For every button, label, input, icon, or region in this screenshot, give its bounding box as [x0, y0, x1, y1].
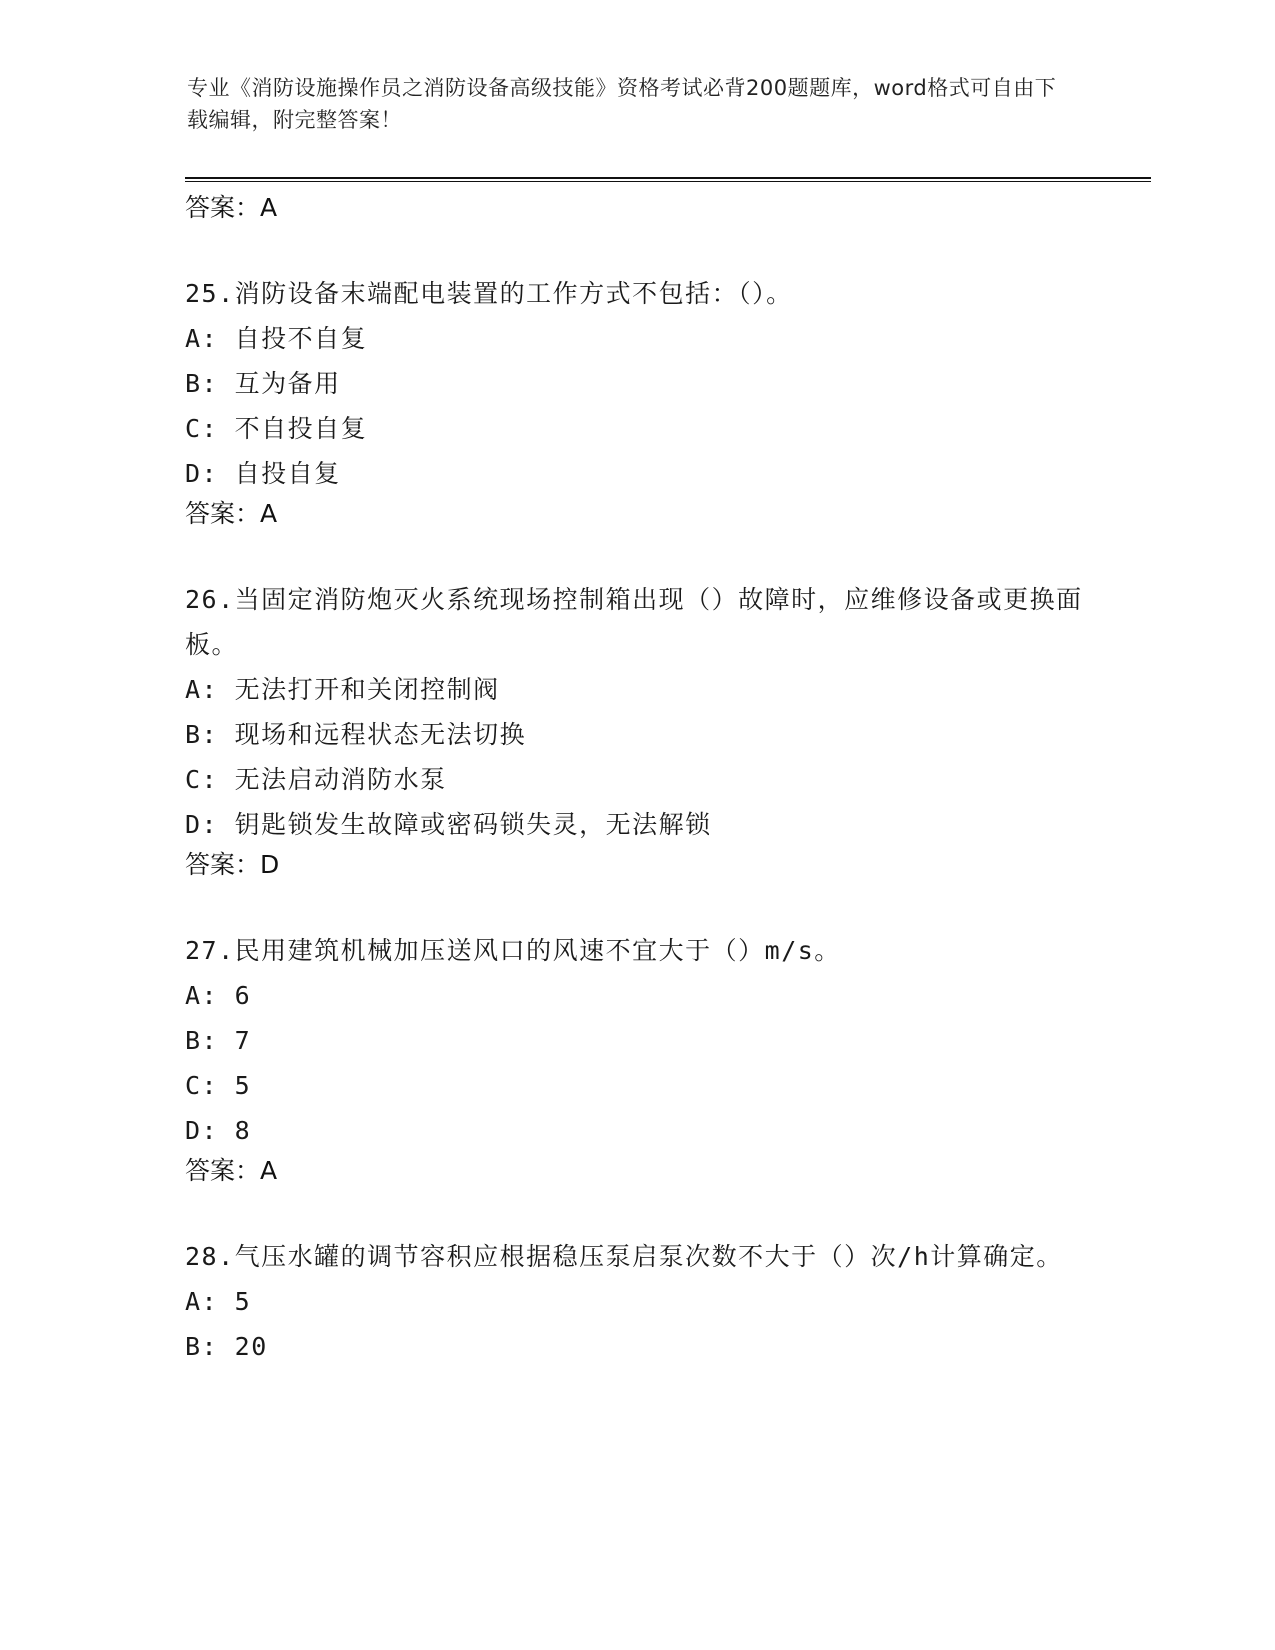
- option-d: D: 自投自复: [185, 459, 341, 488]
- question-block: [185, 1234, 1085, 1369]
- question-text: 27.民用建筑机械加压送风口的风速不宜大于（）m/s。: [185, 936, 841, 965]
- document-body: [185, 190, 1085, 1369]
- option-b: B: 20: [185, 1332, 268, 1361]
- question-block: [185, 928, 1085, 1189]
- answer-line: 答案：D: [185, 850, 280, 879]
- page-header: 专业《消防设施操作员之消防设备高级技能》资格考试必背200题题库，word格式可自由下载编辑，附完整答案！: [187, 76, 1057, 132]
- option-b: B: 互为备用: [185, 369, 341, 398]
- answer-line: 答案：A: [185, 193, 278, 222]
- option-c: C: 无法启动消防水泵: [185, 765, 447, 794]
- option-a: A: 5: [185, 1287, 252, 1316]
- header-divider: [185, 177, 1151, 182]
- question-text: 26.当固定消防炮灭火系统现场控制箱出现（）故障时，应维修设备或更换面板。: [185, 585, 1083, 659]
- question-block: [185, 577, 1085, 883]
- question-block: [185, 271, 1085, 532]
- option-a: A: 无法打开和关闭控制阀: [185, 675, 500, 704]
- spacer: [185, 883, 1085, 928]
- option-a: A: 自投不自复: [185, 324, 368, 353]
- spacer: [185, 532, 1085, 577]
- question-text: 25.消防设备末端配电装置的工作方式不包括：（）。: [185, 279, 793, 308]
- question-text: 28.气压水罐的调节容积应根据稳压泵启泵次数不大于（）次/h计算确定。: [185, 1242, 1063, 1271]
- option-c: C: 不自投自复: [185, 414, 368, 443]
- option-d: D: 8: [185, 1116, 252, 1145]
- option-d: D: 钥匙锁发生故障或密码锁失灵，无法解锁: [185, 810, 712, 839]
- answer-line: 答案：A: [185, 1156, 278, 1185]
- option-b: B: 现场和远程状态无法切换: [185, 720, 527, 749]
- option-a: A: 6: [185, 981, 252, 1010]
- spacer: [185, 226, 1085, 271]
- option-c: C: 5: [185, 1071, 252, 1100]
- option-b: B: 7: [185, 1026, 252, 1055]
- answer-line: 答案：A: [185, 499, 278, 528]
- spacer: [185, 1189, 1085, 1234]
